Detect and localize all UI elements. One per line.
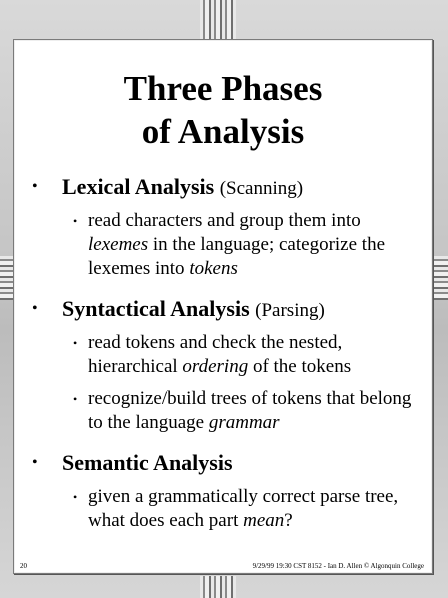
slide-title bbox=[14, 67, 432, 153]
syntactical-heading: Syntactical Analysis bbox=[62, 296, 250, 321]
bullet-dot-icon: • bbox=[32, 300, 38, 317]
page-number: 20 bbox=[20, 562, 27, 570]
bullet-dot-icon: • bbox=[32, 178, 38, 195]
sub-bullet-dot-icon: • bbox=[73, 392, 78, 406]
footer-info: 9/29/99 19:30 CST 8152 - Ian D. Allen © Algonquin College bbox=[252, 562, 424, 570]
title-line-1: Three Phases bbox=[123, 69, 323, 108]
bullet-dot-icon: • bbox=[32, 454, 38, 471]
slide-panel bbox=[13, 39, 433, 574]
sub-bullet-text: read tokens and check the nested, hierarchical ordering of the tokens bbox=[88, 332, 352, 377]
lexical-heading: Lexical Analysis bbox=[62, 174, 215, 199]
title-line-2: of Analysis bbox=[141, 112, 305, 151]
syntactical-paren: (Parsing) bbox=[255, 300, 325, 321]
sub-bullet-dot-icon: • bbox=[73, 214, 78, 228]
lexical-paren: (Scanning) bbox=[219, 178, 304, 199]
semantic-heading: Semantic Analysis bbox=[62, 450, 233, 475]
sub-bullet-dot-icon: • bbox=[73, 336, 78, 350]
sub-bullet-text: given a grammatically correct parse tree, what does each part mean? bbox=[88, 486, 399, 531]
sub-bullet-dot-icon: • bbox=[73, 490, 78, 504]
sub-bullet-text: read characters and group them into lexemes in the language; categorize the lexemes into tokens bbox=[88, 210, 386, 279]
sub-bullet-text: recognize/build trees of tokens that belong to the language grammar bbox=[88, 388, 412, 433]
decorative-bar-bottom bbox=[200, 576, 236, 598]
